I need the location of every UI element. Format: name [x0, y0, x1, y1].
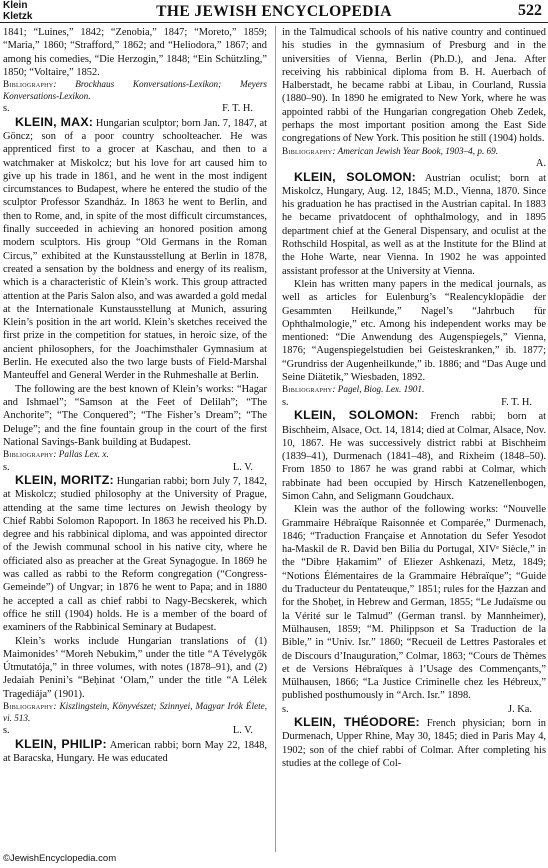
- continued-paragraph: 1841; “Luines,” 1842; “Zenobia,” 1847; “Moreto,” 1859; “Maria,” 1860; “Strafford,” 1862; and “Heliodora,” 1867; and among his comedies, “Die Herzogin,” 1848; “Ein Schützling,” 1850; “Voltaire,” 1852.: [3, 27, 267, 78]
- right-column: [282, 26, 546, 770]
- bibliography: Bibliography: Pallas Lex. x.: [3, 449, 109, 460]
- copyright-footer: ©JewishEncyclopedia.com: [3, 853, 117, 864]
- signature: s. F. T. H.: [3, 103, 253, 115]
- column-divider: [275, 26, 276, 852]
- page-header: [0, 0, 548, 26]
- article-klein-theodore: KLEIN, THÉODORE: French physician; born in Durmenach, Upper Rhine, May 30, 1845; died in Paris May 4, 1902; son of the chief rabbi of Colmar. After completing his studies at the college of Col-: [282, 715, 546, 769]
- article-heading: KLEIN, THÉODORE:: [294, 715, 420, 730]
- page-number: 522: [518, 2, 542, 19]
- running-title: THE JEWISH ENCYCLOPEDIA: [156, 3, 392, 20]
- headword-top: Klein: [3, 0, 28, 11]
- continued-paragraph: in the Talmudical schools of his native country and continued his studies in the gymnasium of Presburg and in the universities of Vienna, Berlin (Ph.D.), and Jena. After receiving his rabbinical diploma from B. H. Auerbach of Halberstadt, he became rabbi at Libau, in Courland, Russia (1880–90). In 1890 he emigrated to New York, where he was appointed rabbi of the Hungarian congregation Oheb Zedek, perhaps the most important position among the East Side congregations of New York. This position he still (1904) holds.: [282, 27, 546, 145]
- signature: s. L. V.: [3, 461, 253, 473]
- article-klein-philip: KLEIN, PHILIP: American rabbi; born May 22, 1848, at Baracska, Hungary. He was educated: [3, 736, 268, 764]
- article-klein-solomon-rabbi: KLEIN, SOLOMON: French rabbi; born at Bischheim, Alsace, Oct. 14, 1814; died at Colmar, Alsace, Nov. 10, 1867. He was successively district rabbi at Bischheim (1839–41), Durmenach (1841–48), and Rixheim (1848–50). From 1850 to 1867 he was grand rabbi at Colmar, which rabbinate had been occupied by Hirsch Katzenellenbogen, Simon Cahn, and Seligmann Goudchaux.: [282, 408, 547, 502]
- article-heading: KLEIN, PHILIP:: [15, 736, 107, 751]
- article-paragraph: Klein’s works include Hungarian translations of (1) Maimonides’ “Moreh Nebukim,” under the title “A Tévelygők Útmutatója,” in three volumes, with notes (1878–91), and (2) Jedaiah Penini’s “Beḥinat ‘Olam,” under the title “A Lélek Tragediája” (1901).: [3, 635, 267, 700]
- article-klein-solomon-oculist: KLEIN, SOLOMON: Austrian oculist; born at Miskolcz, Hungary, Aug. 12, 1845; M.D., Vienna, 1870. Since his graduation he has practised in the Austrian capital. In 1883 he became privatdocent of ophthalmology, and in 1895 department chief at the General Dispensary, and oculist at the Rothschild Hospital, as well as at the Institute for the Blind at the Hohe Warte, near Vienna. In 1902 he was appointed assistant professor at the University at Vienna.: [282, 169, 546, 277]
- bibliography: Bibliography: American Jewish Year Book, 1903–4, p. 69.: [282, 145, 499, 156]
- article-heading: KLEIN, SOLOMON:: [294, 408, 419, 423]
- article-paragraph: The following are the best known of Klein’s works: “Hagar and Ishmael”; “Samson at the Feet of Delilah”; “The Anchorite”; “The Conquered”; “The Fisher’s Dream”; “The Deluge”; and the fine fountain group in the court of the first National Savings-Bank building at Budapest.: [3, 383, 267, 448]
- bibliography: Bibliography: Kiszlingstein, Könyvészet; Szinnyei, Magyar Irók Élete, vi. 513.: [3, 701, 267, 723]
- header-rule: [0, 22, 548, 23]
- signature: s. J. Ka.: [282, 703, 532, 715]
- article-heading: KLEIN, MAX:: [15, 114, 94, 129]
- headword-bottom: Kletzk: [3, 10, 33, 22]
- article-klein-max: KLEIN, MAX: Hungarian sculptor; born Jan. 7, 1847, at Göncz; son of a poor country schoolteacher. He was apprenticed first to a grocer at Kaschau, and then to a watchmaker at Miskolcz; but his love for art caused him to give up his trade in 1861, and he went in the most indigent circumstances to Budapest, where he entered the studio of the sculptor Professor Szandház. In 1863 he went to Berlin, and then to Rome, and, in spite of the most difficult circumstances, finally succeeded in achieving an honored position among modern sculptors. His group “Old Germans in the Roman Circus,” exhibited at the Kunstausstellung at Berlin in 1878, created a sensation by the boldness and energy of its realism, which is a characteristic of Klein’s work. This group attracted attention at the Paris Salon also, and was awarded a gold medal at the Internationale Kunstausstellung at Munich, assuring Klein’s position in the art world. Klein’s sketches received the first prize in the competition for statues, in heroic size, of the ancient philosophers, for the Joachimsthaler Gymnasium at Berlin. He executed also the two large busts of Field-Marshal Manteuffel and General Werder in the Ruhmeshalle at Berlin.: [3, 114, 267, 382]
- bibliography: Bibliography: Brockhaus Konversations-Lexikon; Meyers Konversations-Lexikon.: [3, 79, 267, 101]
- signature: A.: [535, 158, 546, 170]
- bibliography: Bibliography: Pagel, Biog. Lex. 1901.: [282, 384, 425, 395]
- article-klein-moritz: KLEIN, MORITZ: Hungarian rabbi; born July 7, 1842, at Miskolcz; studied philosophy at the University of Prague, attending at the same time lectures on Jewish theology by Chief Rabbi Solomon Rapoport. In 1863 he received his Ph.D. degree and his rabbinical diploma, and was appointed director of the Jewish communal school in his native city, where he officiated also as preacher at the Great Synagogue. In 1869 he was called as rabbi to the Reform congregation (“Congress-Gemeinde”) of Ungvar; in 1876 he went to Papa; and in 1880 he accepted a call as chief rabbi to Nagy-Becskerek, which office he still (1904) holds. He is a member of the board of examiners of the Rabbinical Seminary at Budapest.: [3, 472, 267, 634]
- article-paragraph: Klein was the author of the following works: “Nouvelle Grammaire Hébraïque Raisonnée et Comparée,” Durmenach, 1846; “Traduction Française et Annotation du Sefer Yesodot ha-Maskil de R. David ben Bilia du Portugal, XIVᵉ Siècle,” in the “Dibre Ḥakamim” of Eliezer Ashkenazi, Metz, 1849; “Notions Élémentaires de la Grammaire Hébraïque”; “Guide du Traducteur du Pentateuque,” 1851; rules for the Ḥazzan and for the Shoḥeṭ, in Hebrew and German, 1855; “Le Judaïsme ou la Vérité sur le Talmud” (German transl. by Mannheimer), Mülhausen, 1859; “M. Philippson et Sa Traduction de la Bible,” in “Univ. Isr.” 1860; “Recueil de Lettres Pastorales et de Discours d’Inauguration,” Colmar, 1863; “Cours de Thèmes et de Versions Hébraïques à l’Usage des Commençants,” Mülhausen, 1866; “La Justice Criminelle chez les Hébreux,” published posthumously in “Arch. Isr.” 1898.: [282, 504, 546, 702]
- signature: s. L. V.: [3, 725, 253, 737]
- article-heading: KLEIN, SOLOMON:: [294, 169, 417, 184]
- signature: s. F. T. H.: [282, 396, 532, 408]
- article-heading: KLEIN, MORITZ:: [15, 472, 114, 487]
- article-paragraph: Klein has written many papers in the medical journals, as well as articles for Eulenburg’s “Realencyklopädie der Gesammten Heilkunde,” Nagel’s “Jahrbuch für Ophthalmologie,” etc. Among his independent works may be mentioned: “Die Anwendung des Augenspiegels,” Vienna, 1876; “Augenspiegelstudien bei Geisteskranken,” ib. 1877; “Grundriss der Augenheilkunde,” ib. 1886; and “Das Auge und Seine Diätetik,” Wiesbaden, 1892.: [282, 278, 546, 384]
- left-column: [3, 26, 267, 765]
